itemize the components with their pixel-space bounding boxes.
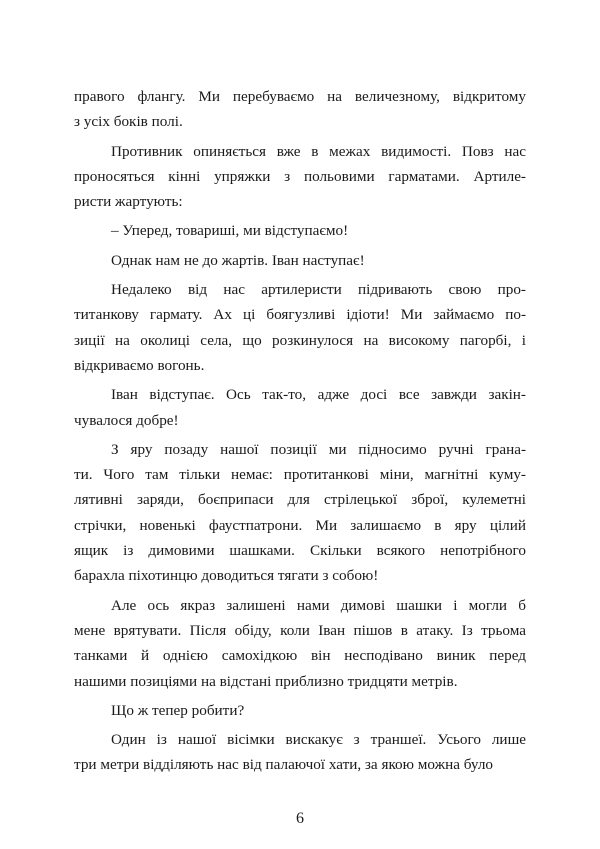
text-line: відкриваємо вогонь.	[74, 356, 205, 374]
paragraph	[74, 437, 526, 589]
text-line: – Уперед, товариші, ми відступаємо!	[111, 222, 349, 240]
text-line: лятивні заряди, боєприпаси для стрілецької зброї, кулеметні	[74, 491, 526, 509]
text-line: чувалося добре!	[74, 411, 179, 429]
paragraph	[74, 139, 526, 215]
paragraph	[74, 382, 526, 433]
page-number: 6	[296, 810, 304, 827]
text-line: ящик із димовими шашками. Скільки всякого непотрібного	[74, 542, 526, 560]
text-line: проносяться кінні упряжки з польовими гарматами. Артиле-	[74, 167, 526, 185]
text-line: барахла піхотинцю доводиться тягати з собою!	[74, 567, 379, 585]
paragraph	[74, 277, 526, 378]
paragraph	[74, 248, 526, 273]
text-line: зиції на околиці села, що розкинулося на високому пагорбі, і	[74, 331, 526, 349]
text-line: Що ж тепер робити?	[111, 701, 245, 719]
paragraph	[74, 727, 526, 778]
text-line: Один із нашої вісімки вискакує з траншеї. Усього лише	[111, 731, 526, 749]
text-line: правого флангу. Ми перебуваємо на величезному, відкритому	[74, 88, 526, 105]
text-line: стрічки, новенькі фаустпатрони. Ми залишаємо в яру цілий	[74, 516, 526, 534]
paragraph	[74, 593, 526, 694]
text-line: Іван відступає. Ось так-то, адже досі все завжди закін-	[111, 386, 526, 404]
text-line: нашими позиціями на відстані приблизно тридцяти метрів.	[74, 672, 458, 690]
paragraph	[74, 698, 526, 723]
text-line: ти. Чого там тільки немає: протитанкові міни, магнітні куму-	[74, 466, 526, 484]
paragraph	[74, 218, 526, 243]
text-line: Противник опиняється вже в межах видимості. Повз нас	[111, 142, 526, 160]
paragraph	[74, 84, 526, 135]
text-line: З яру позаду нашої позиції ми підносимо ручні грана-	[111, 440, 526, 458]
text-line: Але ось якраз залишені нами димові шашки і могли б	[111, 596, 526, 614]
text-line: три метри відділяють нас від палаючої хати, за якою можна було	[74, 756, 494, 774]
text-line: мене врятувати. Після обіду, коли Іван пішов в атаку. Із трьома	[74, 621, 526, 639]
text-line: Недалеко від нас артилеристи підривають свою про-	[111, 281, 526, 299]
text-line: титанкову гармату. Ах ці боягузливі ідіоти! Ми займаємо по-	[74, 306, 526, 324]
text-line: з усіх боків полі.	[74, 113, 183, 131]
text-block	[74, 84, 526, 782]
text-line: Однак нам не до жартів. Іван наступає!	[111, 251, 365, 269]
text-line: ристи жартують:	[74, 193, 183, 211]
text-line: танками й однією самохідкою він несподівано виник перед	[74, 647, 526, 665]
